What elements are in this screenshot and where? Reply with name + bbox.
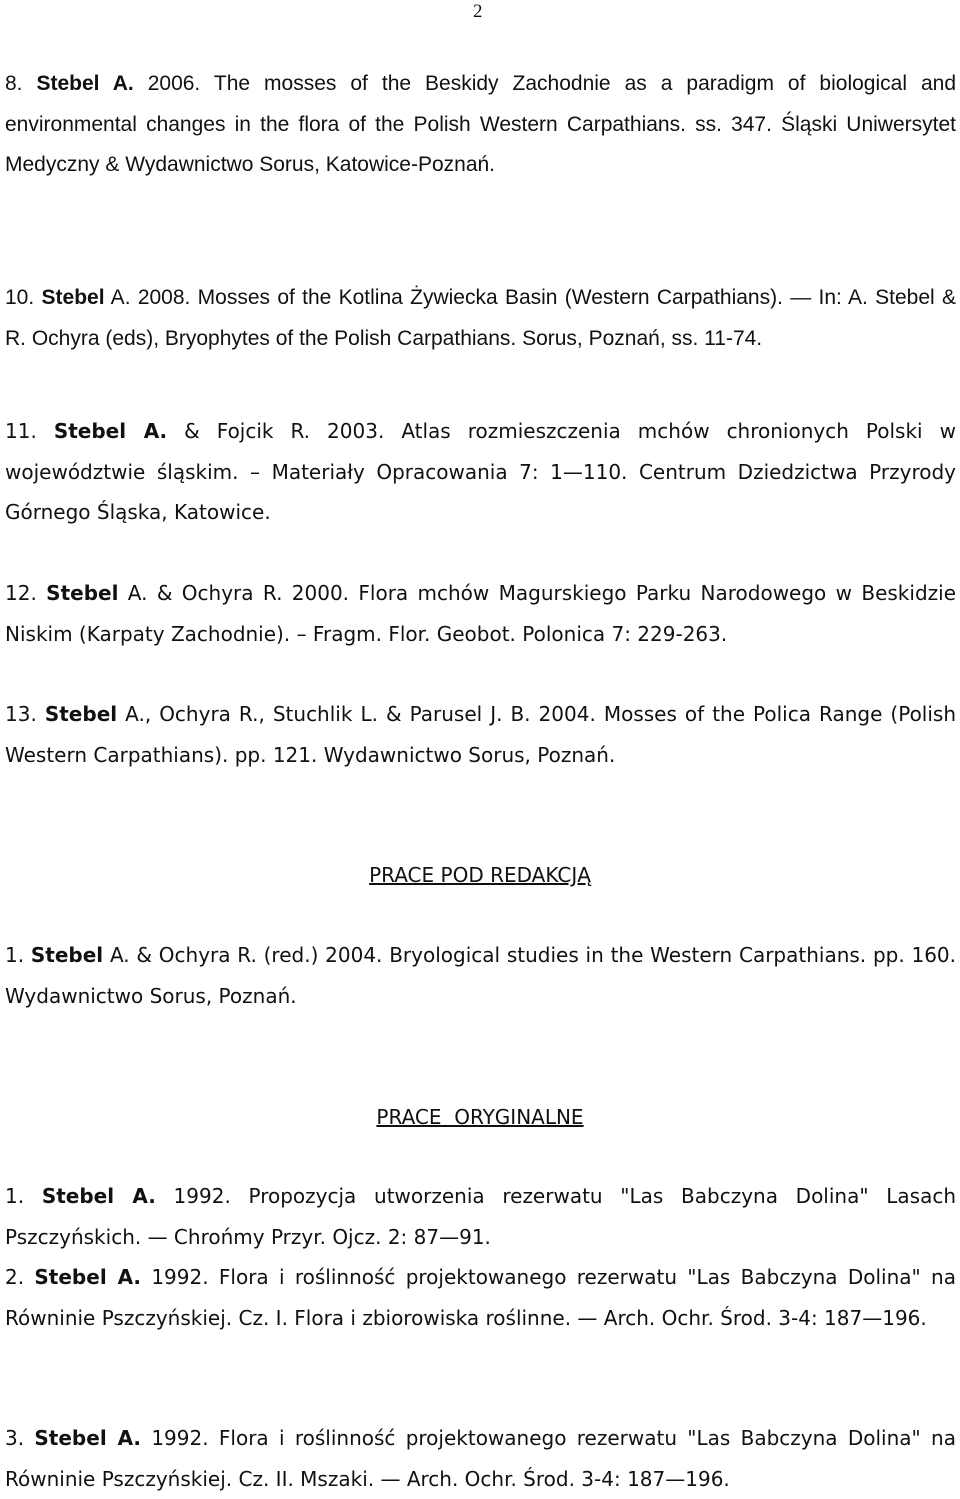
entry-author: Stebel A. [41,1184,156,1208]
entry-number: 13. [5,702,37,726]
entry-author: Stebel A. [34,1426,142,1450]
section-heading-text: PRACE POD REDAKCJĄ [369,863,591,887]
section-heading-original [0,1097,960,1137]
section-heading-text: PRACE ORYGINALNE [376,1105,584,1129]
entry-author: Stebel [46,581,119,605]
entry-number: 3. [5,1426,25,1450]
entry-text: 1992. Flora i roślinność projektowanego rezerwatu "Las Babczyna Dolina" na Równinie Pszczyńskiej. Cz. II. Mszaki. — Arch. Ochr. Środ. 3-4: 187—196. [5,1426,956,1491]
entry-author: Stebel [41,286,105,309]
publication-entry [5,411,956,533]
entry-author: Stebel A. [36,72,134,95]
entry-author: Stebel A. [53,419,168,443]
entry-author: Stebel A. [34,1265,142,1289]
entry-text: A. 2008. Mosses of the Kotlina Żywiecka Basin (Western Carpathians). — In: A. Stebel & R. Ochyra (eds), Bryophytes of the Polish Carpathians. Sorus, Poznań, ss. 11-74. [5,286,957,350]
entry-number: 8. [5,72,23,95]
entry-number: 10. [5,286,35,309]
section-heading-edited [0,855,960,895]
entry-number: 2. [5,1265,25,1289]
entry-number: 1. [5,943,25,967]
entry-text: 1992. Propozycja utworzenia rezerwatu "Las Babczyna Dolina" Lasach Pszczyńskich. — Chrońmy Przyr. Ojcz. 2: 87—91. [5,1184,956,1249]
edited-entry [5,935,956,1016]
entry-text: & Fojcik R. 2003. Atlas rozmieszczenia mchów chronionych Polski w województwie śląskim. – Materiały Opracowania 7: 1—110. Centrum Dziedzictwa Przyrody Górnego Śląska, Katowice. [5,419,956,524]
entry-number: 11. [5,419,37,443]
publication-entry [5,694,956,775]
entry-text: A. & Ochyra R. 2000. Flora mchów Magurskiego Parku Narodowego w Beskidzie Niskim (Karpaty Zachodnie). – Fragm. Flor. Geobot. Polonica 7: 229-263. [5,581,956,646]
entry-author: Stebel [44,702,118,726]
entry-text: A., Ochyra R., Stuchlik L. & Parusel J. B. 2004. Mosses of the Polica Range (Polish Western Carpathians). pp. 121. Wydawnictwo Sorus, Poznań. [5,702,957,767]
original-entry [5,1257,956,1338]
entry-number: 1. [5,1184,25,1208]
original-entry [5,1176,956,1257]
page-number: 2 [473,1,483,22]
entry-author: Stebel [30,943,104,967]
original-entry [5,1418,956,1499]
entry-text: 1992. Flora i roślinność projektowanego rezerwatu "Las Babczyna Dolina" na Równinie Pszczyńskiej. Cz. I. Flora i zbiorowiska roślinne. — Arch. Ochr. Środ. 3-4: 187—196. [5,1265,956,1330]
entry-number: 12. [5,581,37,605]
entry-text: A. & Ochyra R. (red.) 2004. Bryological studies in the Western Carpathians. pp. 160. Wydawnictwo Sorus, Poznań. [5,943,957,1008]
entry-text: 2006. The mosses of the Beskidy Zachodnie as a paradigm of biological and environmental changes in the flora of the Polish Western Carpathians. ss. 347. Śląski Uniwersytet Medyczny & Wydawnictwo Sorus, Katowice-Poznań. [5,72,956,176]
publication-entry [5,64,956,186]
publication-entry [5,573,956,654]
publication-entry [5,278,956,359]
